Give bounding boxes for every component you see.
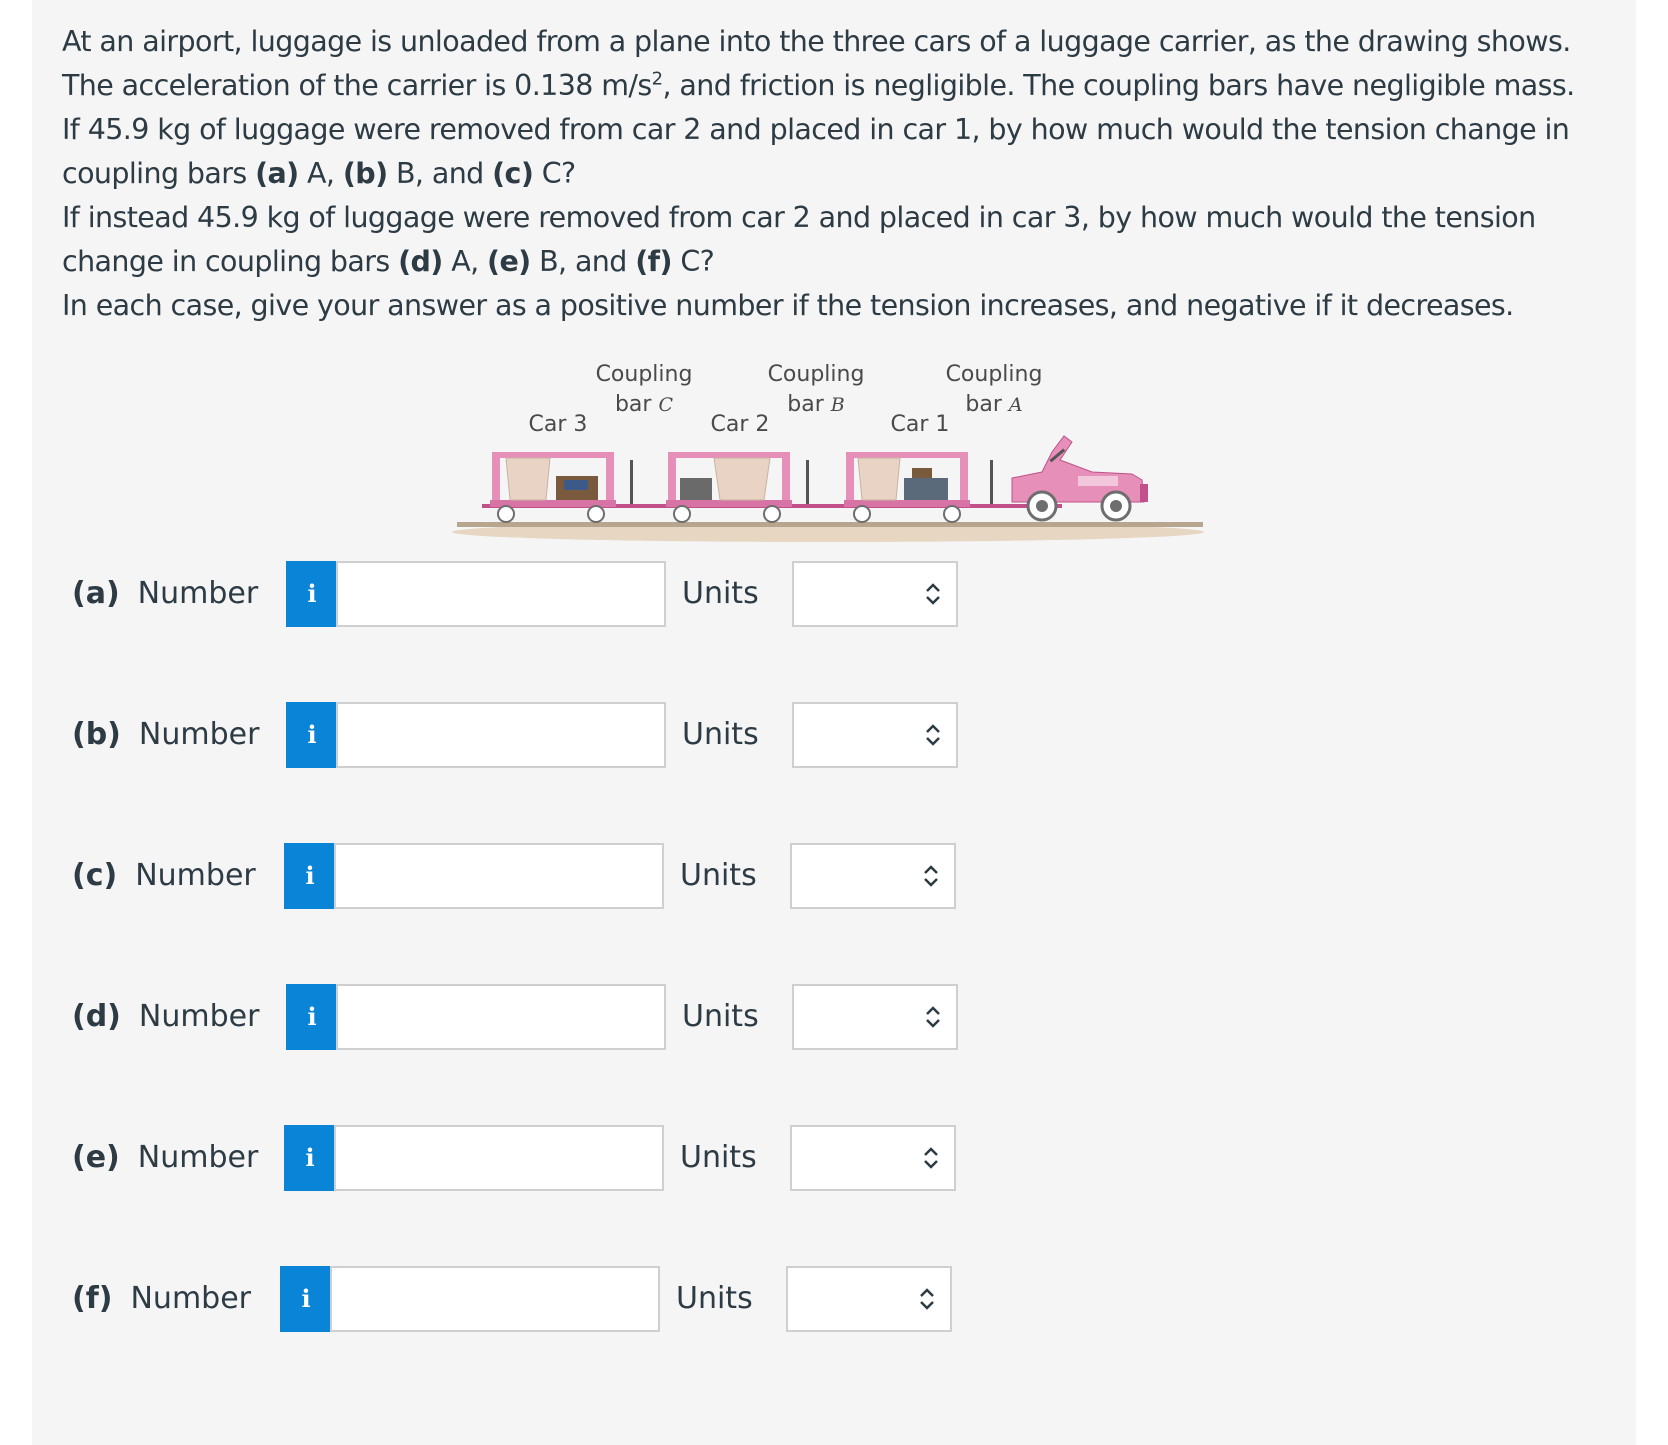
q4-part-c: (c) (492, 157, 534, 190)
answer-number-label-c: Number (135, 858, 256, 893)
bar-b-letter: B (830, 394, 845, 416)
car-2 (666, 452, 792, 522)
question-text (62, 20, 1622, 328)
answer-row-b (72, 702, 1172, 768)
chevron-up-down-icon (922, 1003, 944, 1031)
number-input-d[interactable] (336, 984, 666, 1050)
bar-a-word: bar (965, 392, 1002, 417)
units-select-e[interactable] (790, 1125, 956, 1191)
units-label-b: Units (682, 717, 759, 752)
answer-letter-e: (e) (72, 1140, 120, 1175)
answer-row-e (72, 1125, 1172, 1191)
question-line-7-text: In each case, give your answer as a positive number if the tension increases, and negative if it decreases. (62, 289, 1514, 322)
q4-pre: coupling bars (62, 157, 256, 190)
carrier-drawing (452, 360, 1212, 560)
car-2-label: Car 2 (710, 412, 770, 437)
answer-row-a (72, 561, 1172, 627)
units-label-c: Units (680, 858, 757, 893)
units-select-f[interactable] (786, 1266, 952, 1332)
q6-part-e: (e) (487, 245, 531, 278)
answer-label-b (72, 702, 259, 768)
number-input-a[interactable] (336, 561, 666, 627)
question-line-3-text: If 45.9 kg of luggage were removed from car 2 and placed in car 1, by how much would the tension change in (62, 113, 1570, 146)
car-3 (490, 452, 616, 522)
info-button-f[interactable]: i (280, 1266, 332, 1332)
question-line-1 (62, 20, 1622, 64)
q6-e-text: B, and (530, 245, 636, 278)
chevron-up-down-icon (922, 580, 944, 608)
units-label-e: Units (680, 1140, 757, 1175)
bar-b-word: bar (787, 392, 824, 417)
units-select-b[interactable] (792, 702, 958, 768)
answer-number-label-b: Number (138, 717, 260, 752)
answer-label-c (72, 843, 256, 909)
units-select-d[interactable] (792, 984, 958, 1050)
units-label-f: Units (676, 1281, 753, 1316)
q4-b-text: B, and (387, 157, 493, 190)
question-line-2 (62, 64, 1622, 108)
car-3-label: Car 3 (528, 412, 588, 437)
info-button-e[interactable]: i (284, 1125, 336, 1191)
units-superscript: 2 (651, 68, 663, 90)
question-line-5 (62, 196, 1622, 240)
luggage-carrier-figure (452, 360, 1212, 560)
car-1-label: Car 1 (890, 412, 950, 437)
units-select-a[interactable] (792, 561, 958, 627)
tractor (1012, 436, 1148, 520)
answer-label-e (72, 1125, 258, 1191)
question-line-4 (62, 152, 1622, 196)
answer-number-label-d: Number (138, 999, 260, 1034)
answer-letter-b: (b) (72, 717, 121, 752)
chevron-up-down-icon (922, 721, 944, 749)
units-label-a: Units (682, 576, 759, 611)
number-input-f[interactable] (330, 1266, 660, 1332)
chevron-up-down-icon (920, 862, 942, 890)
answer-number-label-f: Number (130, 1281, 251, 1316)
answer-row-f (72, 1266, 1172, 1332)
units-select-c[interactable] (790, 843, 956, 909)
coupling-bar-a (990, 460, 993, 504)
answer-row-d (72, 984, 1172, 1050)
bar-a-letter: A (1008, 394, 1023, 416)
chevron-up-down-icon (920, 1144, 942, 1172)
info-button-c[interactable]: i (284, 843, 336, 909)
number-input-e[interactable] (334, 1125, 664, 1191)
ground-line (457, 522, 1203, 527)
question-line-6 (62, 240, 1622, 284)
answer-letter-c: (c) (72, 858, 118, 893)
answer-number-label-a: Number (137, 576, 259, 611)
q6-d-text: A, (442, 245, 488, 278)
question-line-7 (62, 284, 1622, 328)
coupling-a-word: Coupling (945, 362, 1043, 387)
answer-letter-f: (f) (72, 1281, 113, 1316)
question-line-3 (62, 108, 1622, 152)
q4-c-text: C? (533, 157, 576, 190)
coupling-b-word: Coupling (767, 362, 865, 387)
q6-pre: change in coupling bars (62, 245, 399, 278)
chevron-up-down-icon (916, 1285, 938, 1313)
bar-c-word: bar (614, 392, 652, 417)
answer-letter-a: (a) (72, 576, 120, 611)
info-button-a[interactable]: i (286, 561, 338, 627)
answer-label-a (72, 561, 258, 627)
number-input-c[interactable] (334, 843, 664, 909)
q4-part-b: (b) (342, 157, 388, 190)
question-line-5-text: If instead 45.9 kg of luggage were removed from car 2 and placed in car 3, by how much would the tension (62, 201, 1536, 234)
q6-part-d: (d) (398, 245, 443, 278)
answer-row-c (72, 843, 1172, 909)
question-line-1-text: At an airport, luggage is unloaded from a plane into the three cars of a luggage carrier, as the drawing shows. (62, 25, 1571, 58)
q4-a-text: A, (298, 157, 343, 190)
answer-label-f (72, 1266, 251, 1332)
q6-f-text: C? (671, 245, 715, 278)
bar-c-letter: C (658, 394, 674, 416)
units-label-d: Units (682, 999, 759, 1034)
info-button-b[interactable]: i (286, 702, 338, 768)
answer-number-label-e: Number (137, 1140, 259, 1175)
coupling-bar-c (630, 460, 633, 504)
car-1 (844, 452, 970, 522)
q4-part-a: (a) (255, 157, 299, 190)
info-button-d[interactable]: i (286, 984, 338, 1050)
number-input-b[interactable] (336, 702, 666, 768)
answer-label-d (72, 984, 259, 1050)
coupling-bar-b (806, 460, 809, 504)
question-line-2-pre: The acceleration of the carrier is 0.138 m/s (62, 69, 652, 102)
q6-part-f: (f) (635, 245, 672, 278)
question-line-2-post: , and friction is negligible. The coupling bars have negligible mass. (662, 69, 1575, 102)
coupling-c-word: Coupling (595, 362, 693, 387)
answer-letter-d: (d) (72, 999, 121, 1034)
